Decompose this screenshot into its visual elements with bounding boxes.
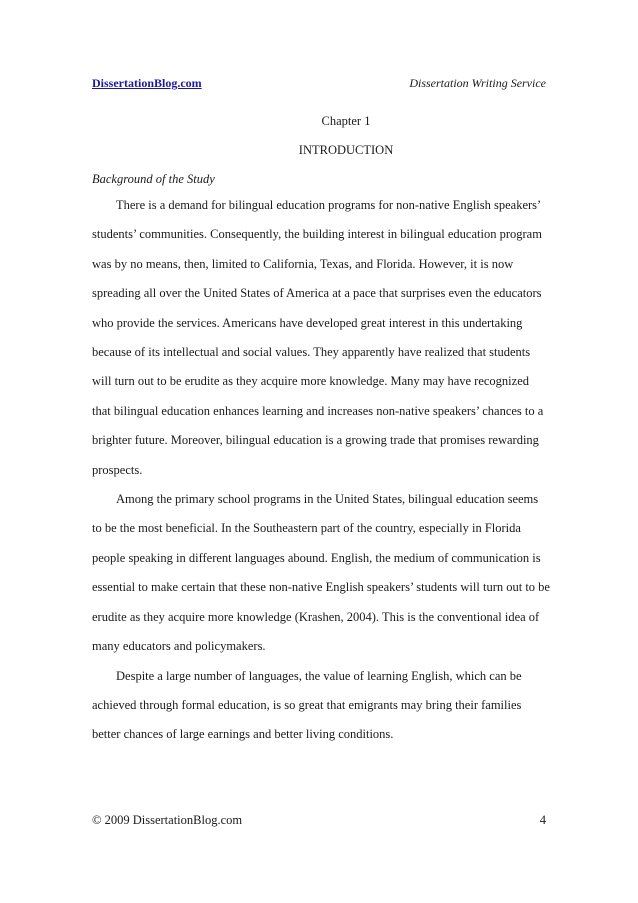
page-number: 4 [539,813,546,827]
copyright-text: © 2009 DissertationBlog.com [92,813,243,827]
page-header [92,76,546,94]
paragraph: Despite a large number of languages, the value of learning English, which can be achieved through formal education, is so great that emigrants may bring their families better chances of large earnings and better living conditions. [92,668,522,742]
section-title: INTRODUCTION [298,143,394,157]
chapter-label: Chapter 1 [321,114,371,128]
site-link[interactable]: DissertationBlog.com [92,76,202,90]
body-text [92,191,550,750]
paragraph: Among the primary school programs in the United States, bilingual education seems to be the most beneficial. In the Southeastern part of the country, especially in Florida people speaking in different languages abound. English, the medium of communication is essential to make certain that these non-native English speakers’ students will turn out to be erudite as they acquire more knowledge (Krashen, 2004). This is the conventional idea of many educators and policymakers. [92,492,550,654]
paragraph: There is a demand for bilingual education programs for non-native English speakers’ students’ communities. Consequently, the building interest in bilingual education program was by no means, then, limited to California, Texas, and Florida. However, it is now spreading all over the United States of America at a pace that surprises even the educators who provide the services. Americans have developed great interest in this undertaking because of its intellectual and social values. They apparently have realized that students will turn out to be erudite as they acquire more knowledge. Many may have recognized that bilingual education enhances learning and increases non-native speakers’ chances to a brighter future. Moreover, bilingual education is a growing trade that promises rewarding prospects. [92,198,544,477]
header-service-text: Dissertation Writing Service [409,76,546,90]
subheading: Background of the Study [92,172,215,186]
